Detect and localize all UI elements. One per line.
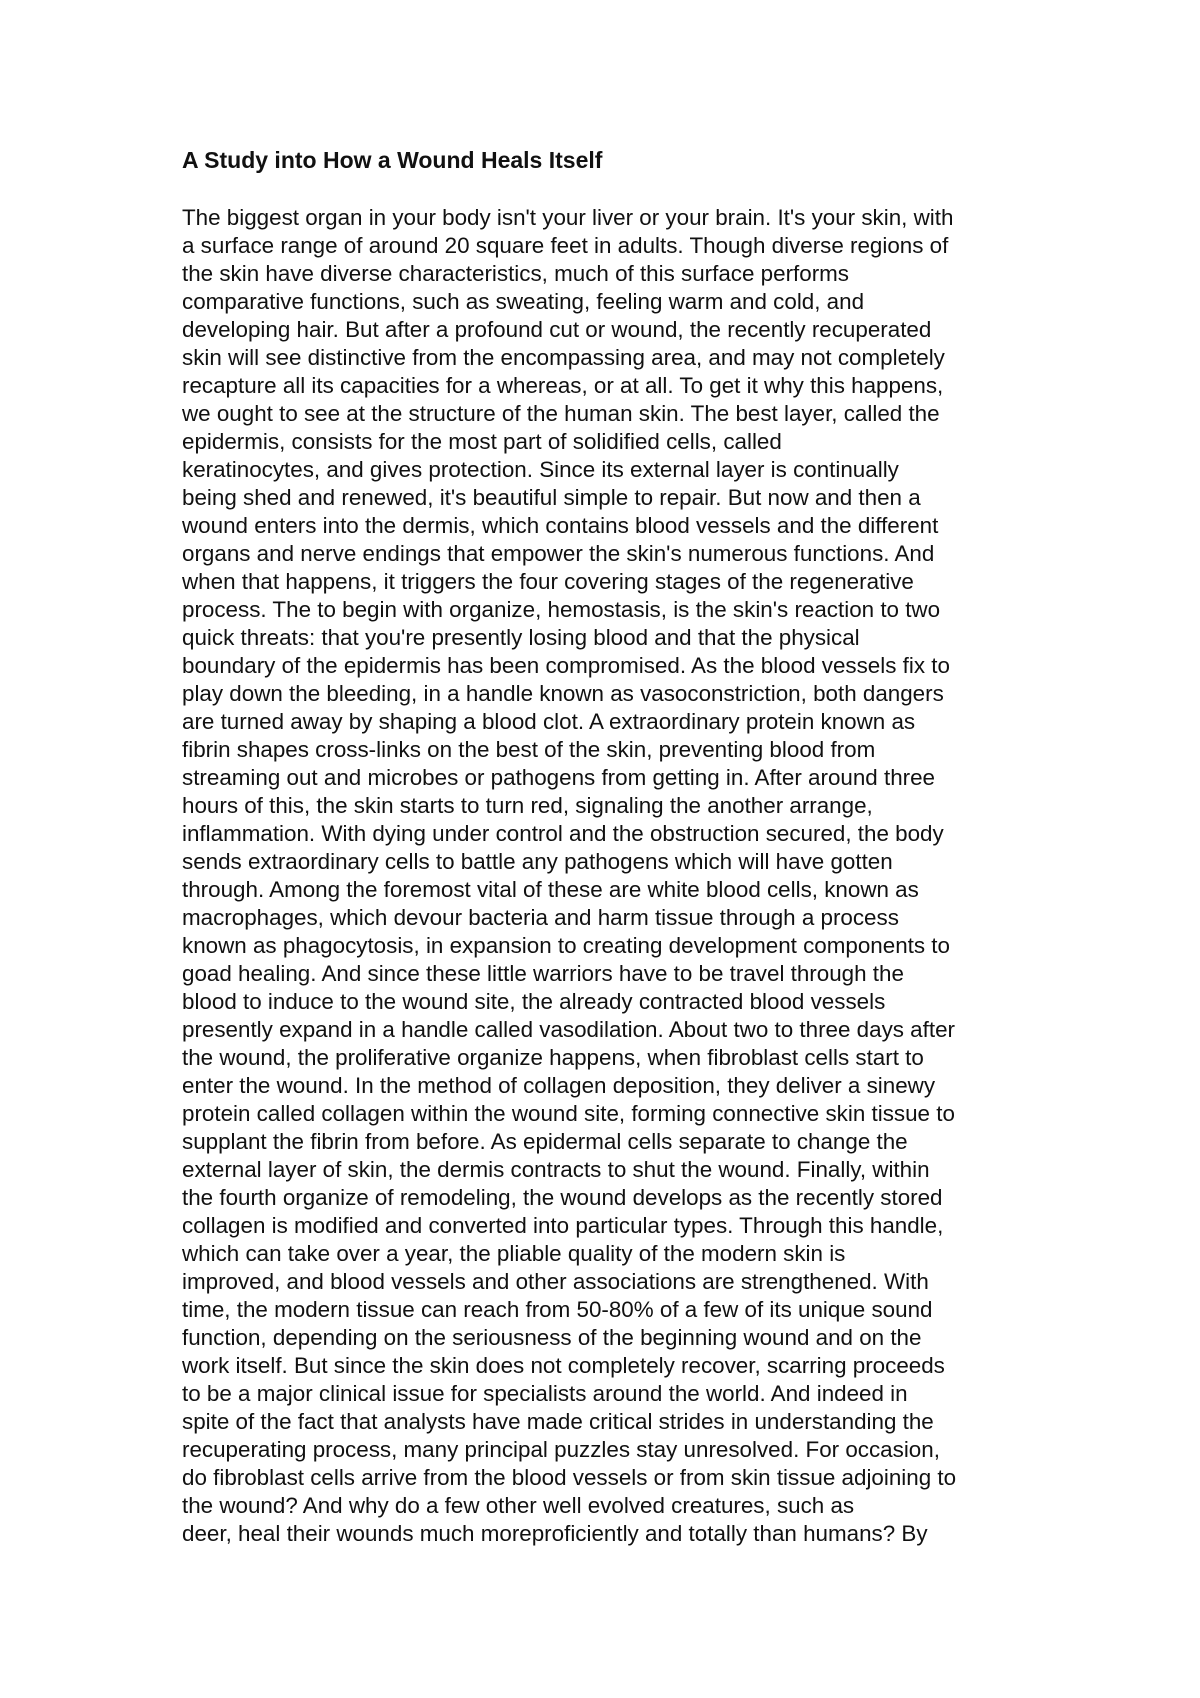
text-line: which can take over a year, the pliable quality of the modern skin is [182,1241,846,1266]
text-line: enter the wound. In the method of collagen deposition, they deliver a sinewy [182,1073,936,1098]
text-line: the skin have diverse characteristics, much of this surface performs [182,261,850,286]
text-line: developing hair. But after a profound cut or wound, the recently recuperated [182,317,932,342]
text-line: the wound, the proliferative organize happens, when fibroblast cells start to [182,1045,924,1070]
text-line: being shed and renewed, it's beautiful simple to repair. But now and then a [182,485,921,510]
text-line: supplant the fibrin from before. As epidermal cells separate to change the [182,1129,908,1154]
text-line: work itself. But since the skin does not completely recover, scarring proceeds [182,1353,945,1378]
text-line: the fourth organize of remodeling, the wound develops as the recently stored [182,1185,943,1210]
text-line: recapture all its capacities for a whereas, or at all. To get it why this happens, [182,373,944,398]
text-line: epidermis, consists for the most part of solidified cells, called [182,429,782,454]
text-line: streaming out and microbes or pathogens from getting in. After around three [182,765,936,790]
text-line: inflammation. With dying under control and the obstruction secured, the body [182,821,944,846]
text-line: The biggest organ in your body isn't your liver or your brain. It's your skin, with [182,205,954,230]
text-line: recuperating process, many principal puzzles stay unresolved. For occasion, [182,1437,940,1462]
text-line: are turned away by shaping a blood clot. A extraordinary protein known as [182,709,916,734]
text-line: comparative functions, such as sweating, feeling warm and cold, and [182,289,865,314]
text-line: organs and nerve endings that empower the skin's numerous functions. And [182,541,935,566]
text-line: quick threats: that you're presently losing blood and that the physical [182,625,860,650]
text-line: goad healing. And since these little warriors have to be travel through the [182,961,904,986]
text-line: through. Among the foremost vital of these are white blood cells, known as [182,877,919,902]
text-line: deer, heal their wounds much moreproficiently and totally than humans? By [182,1521,928,1546]
text-line: we ought to see at the structure of the human skin. The best layer, called the [182,401,940,426]
text-line: process. The to begin with organize, hemostasis, is the skin's reaction to two [182,597,941,622]
text-line: blood to induce to the wound site, the already contracted blood vessels [182,989,886,1014]
text-line: fibrin shapes cross-links on the best of the skin, preventing blood from [182,737,876,762]
text-line: play down the bleeding, in a handle known as vasoconstriction, both dangers [182,681,944,706]
body-paragraph [182,204,1082,1548]
text-line: the wound? And why do a few other well evolved creatures, such as [182,1493,855,1518]
document-title: A Study into How a Wound Heals Itself [182,147,603,173]
text-line: skin will see distinctive from the encompassing area, and may not completely [182,345,945,370]
text-line: hours of this, the skin starts to turn red, signaling the another arrange, [182,793,873,818]
text-line: do fibroblast cells arrive from the blood vessels or from skin tissue adjoining to [182,1465,957,1490]
text-line: external layer of skin, the dermis contracts to shut the wound. Finally, within [182,1157,930,1182]
text-line: spite of the fact that analysts have made critical strides in understanding the [182,1409,934,1434]
text-line: protein called collagen within the wound site, forming connective skin tissue to [182,1101,955,1126]
text-line: when that happens, it triggers the four covering stages of the regenerative [182,569,914,594]
text-line: boundary of the epidermis has been compromised. As the blood vessels fix to [182,653,950,678]
text-line: function, depending on the seriousness of the beginning wound and on the [182,1325,922,1350]
text-line: known as phagocytosis, in expansion to creating development components to [182,933,950,958]
text-line: sends extraordinary cells to battle any pathogens which will have gotten [182,849,893,874]
text-line: keratinocytes, and gives protection. Since its external layer is continually [182,457,899,482]
text-line: collagen is modified and converted into particular types. Through this handle, [182,1213,944,1238]
text-line: macrophages, which devour bacteria and harm tissue through a process [182,905,899,930]
text-line: to be a major clinical issue for specialists around the world. And indeed in [182,1381,908,1406]
text-line: wound enters into the dermis, which contains blood vessels and the different [182,513,939,538]
text-line: presently expand in a handle called vasodilation. About two to three days after [182,1017,955,1042]
text-line: improved, and blood vessels and other associations are strengthened. With [182,1269,929,1294]
text-line: time, the modern tissue can reach from 50-80% of a few of its unique sound [182,1297,933,1322]
text-line: a surface range of around 20 square feet in adults. Though diverse regions of [182,233,949,258]
